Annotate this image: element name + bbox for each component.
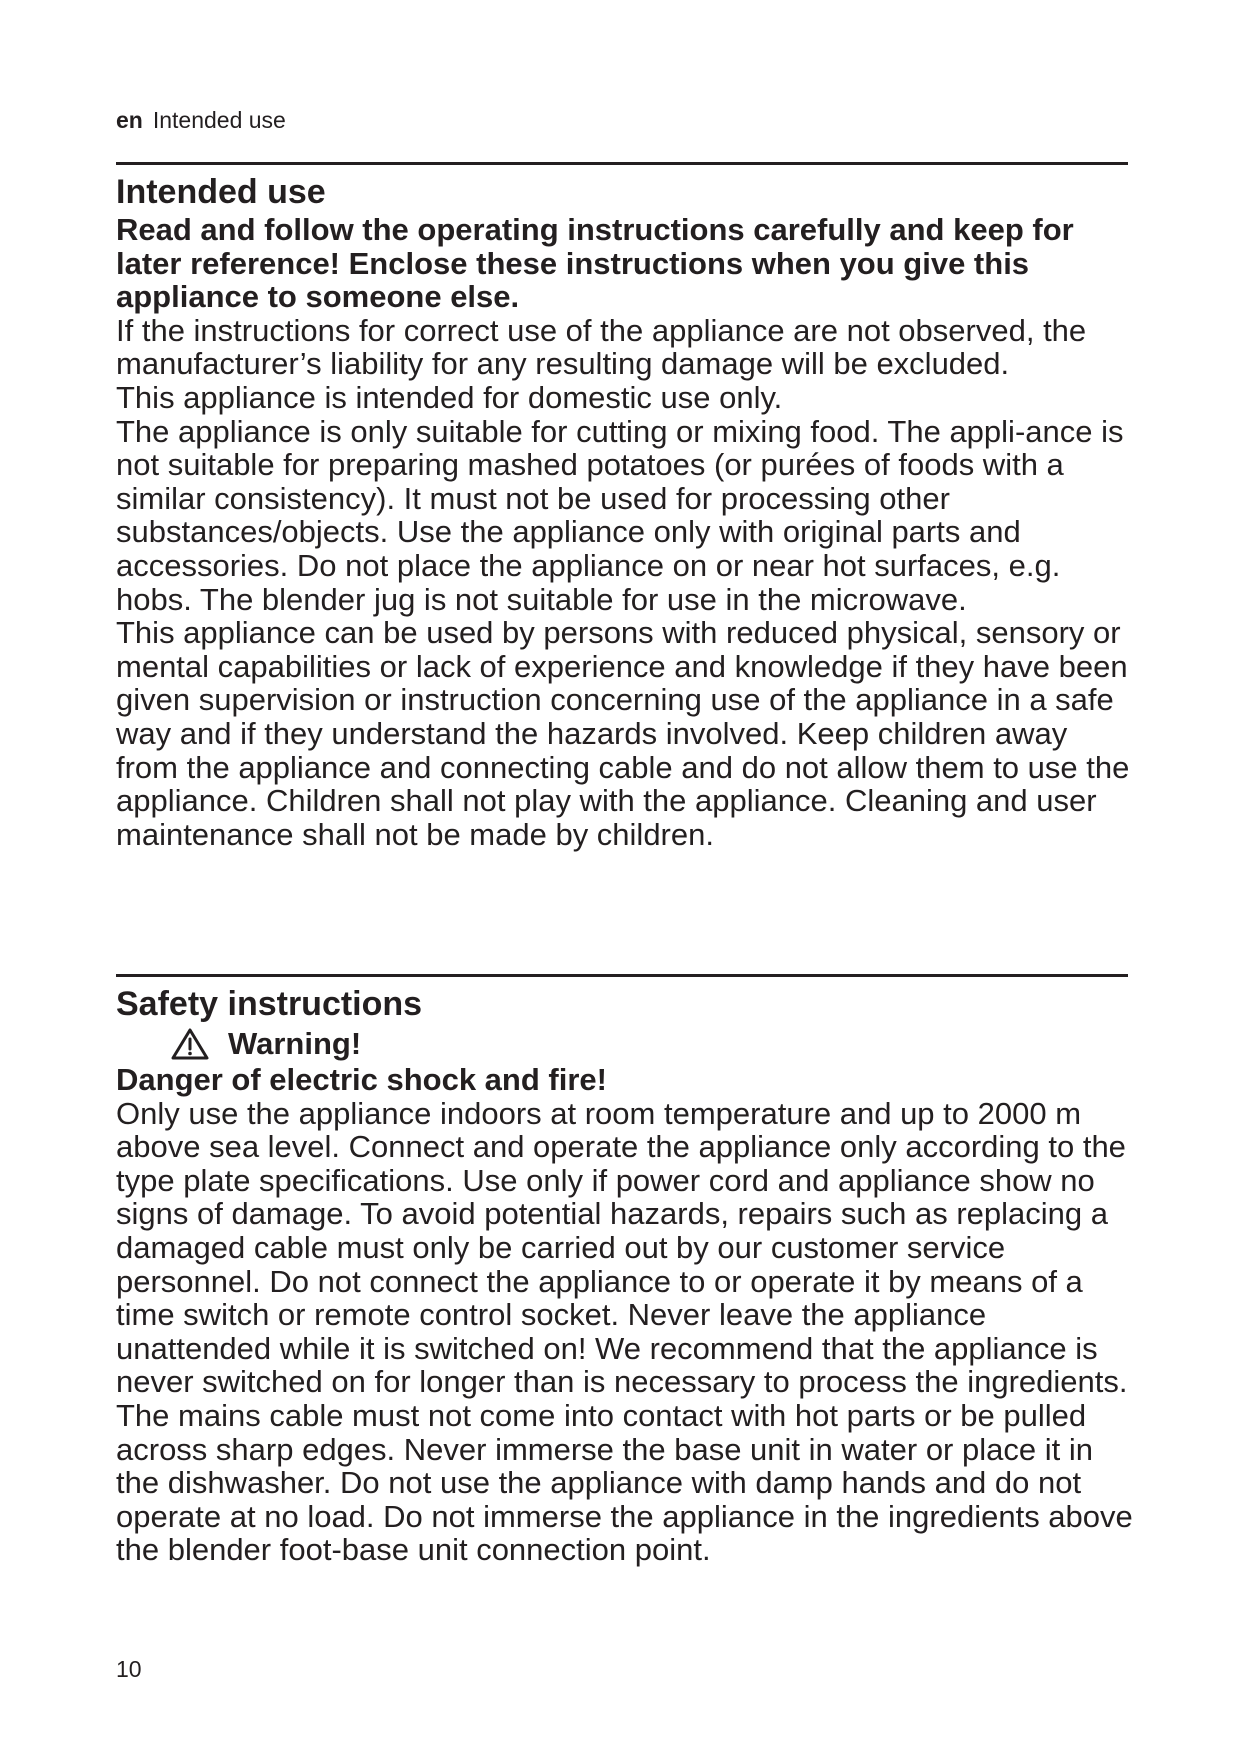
page-number: 10 (116, 1656, 142, 1682)
warning-label-row (170, 1025, 1136, 1063)
intended-use-section (116, 171, 1136, 851)
running-header (116, 106, 286, 134)
safety-paragraph-cable: The mains cable must not come into contact with hot parts or be pulled across sharp edges. Never immerse the base unit in water or place it in the dishwasher. Do not use the appliance with damp hands and do not operate at no load. Do not immerse the appliance in the ingredients above the blender foot-base unit connection point. (116, 1397, 1133, 1568)
safety-instructions-heading: Safety instructions (116, 985, 423, 1023)
danger-heading: Danger of electric shock and fire! (116, 1062, 607, 1097)
section-divider-safety (116, 974, 1128, 977)
warning-triangle-icon (170, 1027, 210, 1061)
intended-use-paragraph-liability: If the instructions for correct use of the appliance are not observed, the manufacturer’s liability for any resulting damage will be excluded. (116, 312, 1087, 382)
intended-use-lead: Read and follow the operating instructions carefully and keep for later reference! Enclose these instructions when you give this appliance to someone else. (116, 212, 1074, 315)
intended-use-paragraph-suitability: The appliance is only suitable for cutting or mixing food. The appli-ance is not suitable for preparing mashed potatoes (or purées of foods with a similar consistency). It must not be used for processing other substances/objects. Use the appliance only with original parts and accessories. Do not place the appliance on or near hot surfaces, e.g. hobs. The blender jug is not suitable for use in the microwave. (116, 413, 1124, 617)
intended-use-paragraph-domestic: This appliance is intended for domestic use only. (116, 379, 783, 415)
intended-use-heading: Intended use (116, 173, 326, 211)
intended-use-paragraph-persons: This appliance can be used by persons with reduced physical, sensory or mental capabilities or lack of experience and knowledge if they have been given supervision or instruction concerning use of the appliance in a safe way and if they understand the hazards involved. Keep children away from the appliance and connecting cable and do not allow them to use the appliance. Children shall not play with the appliance. Cleaning and user maintenance shall not be made by children. (116, 615, 1130, 852)
safety-paragraph-operation: Only use the appliance indoors at room temperature and up to 2000 m above sea level. Connect and operate the appliance only according to the type plate specifications. Use only if power cord and appliance show no signs of damage. To avoid potential hazards, repairs such as replacing a damaged cable must only be carried out by our customer service personnel. Do not connect the appliance to or operate it by means of a time switch or remote control socket. Never leave the appliance unattended while it is switched on! We recommend that the appliance is never switched on for longer than is necessary to process the ingredients. (116, 1095, 1128, 1400)
safety-instructions-section (116, 983, 1136, 1567)
warning-label: Warning! (228, 1026, 362, 1061)
section-divider-intended-use (116, 162, 1128, 165)
language-code: en (116, 107, 143, 133)
header-section-title: Intended use (152, 107, 286, 133)
